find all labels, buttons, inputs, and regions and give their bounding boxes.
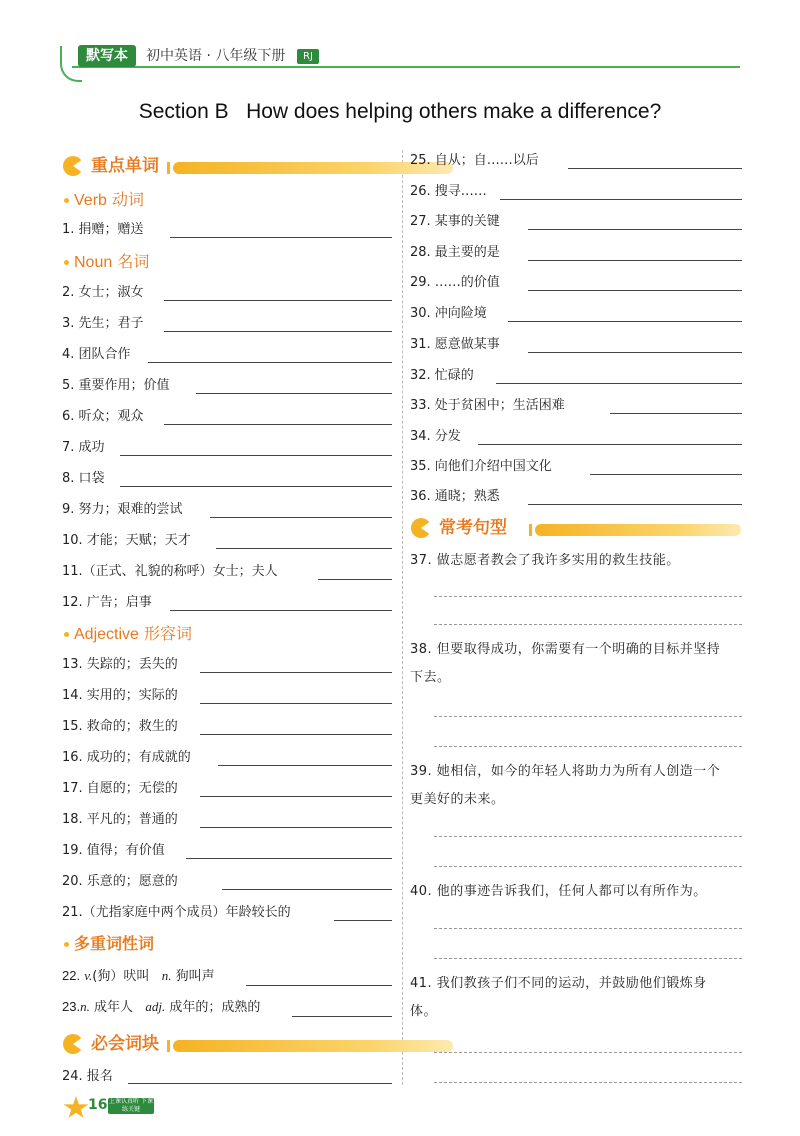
answer-line[interactable] xyxy=(210,517,392,518)
answer-line[interactable] xyxy=(528,504,742,505)
pacman-icon xyxy=(411,518,431,538)
answer-line[interactable] xyxy=(216,548,392,549)
answer-line[interactable] xyxy=(196,393,392,394)
answer-line[interactable] xyxy=(164,300,392,301)
vocab-item: 10. 才能；天赋；天才 xyxy=(62,533,191,548)
vocab-item: 16. 成功的；有成就的 xyxy=(62,750,191,765)
answer-line[interactable] xyxy=(120,455,392,456)
vocab-item: 17. 自愿的；无偿的 xyxy=(62,781,178,796)
answer-line[interactable] xyxy=(434,1052,742,1053)
book-title: 初中英语 · 八年级下册 xyxy=(146,48,286,64)
section-bar xyxy=(535,524,741,536)
vocab-item: 3. 先生；君子 xyxy=(62,316,144,331)
answer-line[interactable] xyxy=(528,229,742,230)
answer-line[interactable] xyxy=(590,474,742,475)
answer-line[interactable] xyxy=(170,237,392,238)
answer-line[interactable] xyxy=(186,858,392,859)
answer-line[interactable] xyxy=(434,958,742,959)
phrase-item: 28. 最主要的是 xyxy=(410,245,500,260)
answer-line[interactable] xyxy=(528,290,742,291)
phrase-item: 30. 冲向险境 xyxy=(410,306,487,321)
vocab-item-23: 23.n. 成年人 adj. 成年的；成熟的 xyxy=(62,999,261,1015)
page-title: Section B How does helping others make a difference? xyxy=(138,100,662,123)
column-divider xyxy=(402,150,403,1085)
vocab-item: 8. 口袋 xyxy=(62,471,105,486)
answer-line[interactable] xyxy=(508,321,742,322)
bullet-icon xyxy=(64,942,69,947)
answer-line[interactable] xyxy=(528,260,742,261)
phrase-item: 27. 某事的关键 xyxy=(410,214,500,229)
answer-line[interactable] xyxy=(334,920,392,921)
phrase-item: 34. 分发 xyxy=(410,429,461,444)
answer-line[interactable] xyxy=(292,1016,392,1017)
sentence-item: 39. 她相信，如今的年轻人将助力为所有人创造一个更美好的未来。 xyxy=(410,764,721,807)
vocab-item-22: 22. v.(狗）吠叫 n. 狗叫声 xyxy=(62,968,215,984)
answer-line[interactable] xyxy=(528,352,742,353)
answer-line[interactable] xyxy=(434,746,742,747)
section-vocab-title: 重点单词 xyxy=(91,156,159,176)
answer-line[interactable] xyxy=(568,168,742,169)
section-vocab-header xyxy=(63,156,393,178)
answer-line[interactable] xyxy=(200,672,392,673)
page-number: 16 xyxy=(88,1097,108,1113)
vocab-item: 7. 成功 xyxy=(62,440,105,455)
phrase-item: 26. 搜寻…… xyxy=(410,184,487,199)
answer-line[interactable] xyxy=(200,827,392,828)
section-sentences-header xyxy=(411,518,741,540)
vocab-item: 2. 女士；淑女 xyxy=(62,285,144,300)
phrase-item: 31. 愿意做某事 xyxy=(410,337,500,352)
answer-line[interactable] xyxy=(164,331,392,332)
pacman-icon xyxy=(63,156,83,176)
section-bar xyxy=(173,1040,453,1052)
answer-line[interactable] xyxy=(610,413,742,414)
phrase-item: 32. 忙碌的 xyxy=(410,368,474,383)
vocab-item: 5. 重要作用；价值 xyxy=(62,378,170,393)
answer-line[interactable] xyxy=(200,796,392,797)
answer-line[interactable] xyxy=(500,199,742,200)
answer-line[interactable] xyxy=(434,716,742,717)
section-phrases-title: 必会词块 xyxy=(91,1034,159,1054)
vocab-item: 14. 实用的；实际的 xyxy=(62,688,178,703)
phrase-item: 29. ……的价值 xyxy=(410,275,500,290)
answer-line[interactable] xyxy=(318,579,392,580)
section-phrases-header xyxy=(63,1034,393,1056)
phrase-item: 25. 自从；自……以后 xyxy=(410,153,539,168)
sentence-item: 41. 我们教孩子们不同的运动，并鼓励他们锻炼身体。 xyxy=(410,976,707,1019)
vocab-item: 6. 听众；观众 xyxy=(62,409,144,424)
answer-line[interactable] xyxy=(120,486,392,487)
footer-note: 上课认真听 下课练关键 xyxy=(109,1098,153,1113)
phrase-item: 36. 通晓；熟悉 xyxy=(410,489,500,504)
edition-badge: RJ xyxy=(297,49,319,64)
vocab-item: 21.（尤指家庭中两个成员）年龄较长的 xyxy=(62,905,291,920)
pacman-icon xyxy=(63,1034,83,1054)
vocab-item: 12. 广告；启事 xyxy=(62,595,152,610)
answer-line[interactable] xyxy=(496,383,742,384)
subhead-adjective: Adjective 形容词 xyxy=(64,624,192,645)
star-icon xyxy=(63,1096,89,1120)
vocab-item: 20. 乐意的；愿意的 xyxy=(62,874,178,889)
bullet-icon xyxy=(64,632,69,637)
answer-line[interactable] xyxy=(434,624,742,625)
phrase-item: 33. 处于贫困中；生活困难 xyxy=(410,398,565,413)
vocab-item-24: 24. 报名 xyxy=(62,1069,113,1084)
answer-line[interactable] xyxy=(148,362,392,363)
sentence-item: 38. 但要取得成功，你需要有一个明确的目标并坚持下去。 xyxy=(410,642,721,685)
vocab-item: 9. 努力；艰难的尝试 xyxy=(62,502,183,517)
answer-line[interactable] xyxy=(434,928,742,929)
bullet-icon xyxy=(64,198,69,203)
answer-line[interactable] xyxy=(434,596,742,597)
answer-line[interactable] xyxy=(170,610,392,611)
answer-line[interactable] xyxy=(200,703,392,704)
answer-line[interactable] xyxy=(434,866,742,867)
answer-line[interactable] xyxy=(434,1082,742,1083)
vocab-item: 15. 救命的；救生的 xyxy=(62,719,178,734)
subhead-noun: Noun 名词 xyxy=(64,252,149,273)
subhead-verb: Verb 动词 xyxy=(64,190,144,211)
vocab-item: 18. 平凡的；普通的 xyxy=(62,812,178,827)
subhead-multi: 多重词性词 xyxy=(64,934,154,954)
section-sentences-title: 常考句型 xyxy=(439,518,507,538)
answer-line[interactable] xyxy=(478,444,742,445)
sentence-item: 40. 他的事迹告诉我们，任何人都可以有所作为。 xyxy=(410,884,707,899)
sentence-item: 37. 做志愿者教会了我许多实用的救生技能。 xyxy=(410,553,680,568)
book-badge: 默写本 xyxy=(78,45,136,67)
vocab-item: 1. 捐赠；赠送 xyxy=(62,222,144,237)
answer-line[interactable] xyxy=(128,1083,392,1084)
answer-line[interactable] xyxy=(218,765,392,766)
bullet-icon xyxy=(64,260,69,265)
answer-line[interactable] xyxy=(246,985,392,986)
header-rule xyxy=(72,66,740,68)
vocab-item: 11.（正式、礼貌的称呼）女士；夫人 xyxy=(62,564,278,579)
answer-line[interactable] xyxy=(434,836,742,837)
phrase-item: 35. 向他们介绍中国文化 xyxy=(410,459,552,474)
answer-line[interactable] xyxy=(200,734,392,735)
vocab-item: 4. 团队合作 xyxy=(62,347,131,362)
answer-line[interactable] xyxy=(222,889,392,890)
vocab-item: 13. 失踪的；丢失的 xyxy=(62,657,178,672)
answer-line[interactable] xyxy=(164,424,392,425)
vocab-item: 19. 值得；有价值 xyxy=(62,843,165,858)
